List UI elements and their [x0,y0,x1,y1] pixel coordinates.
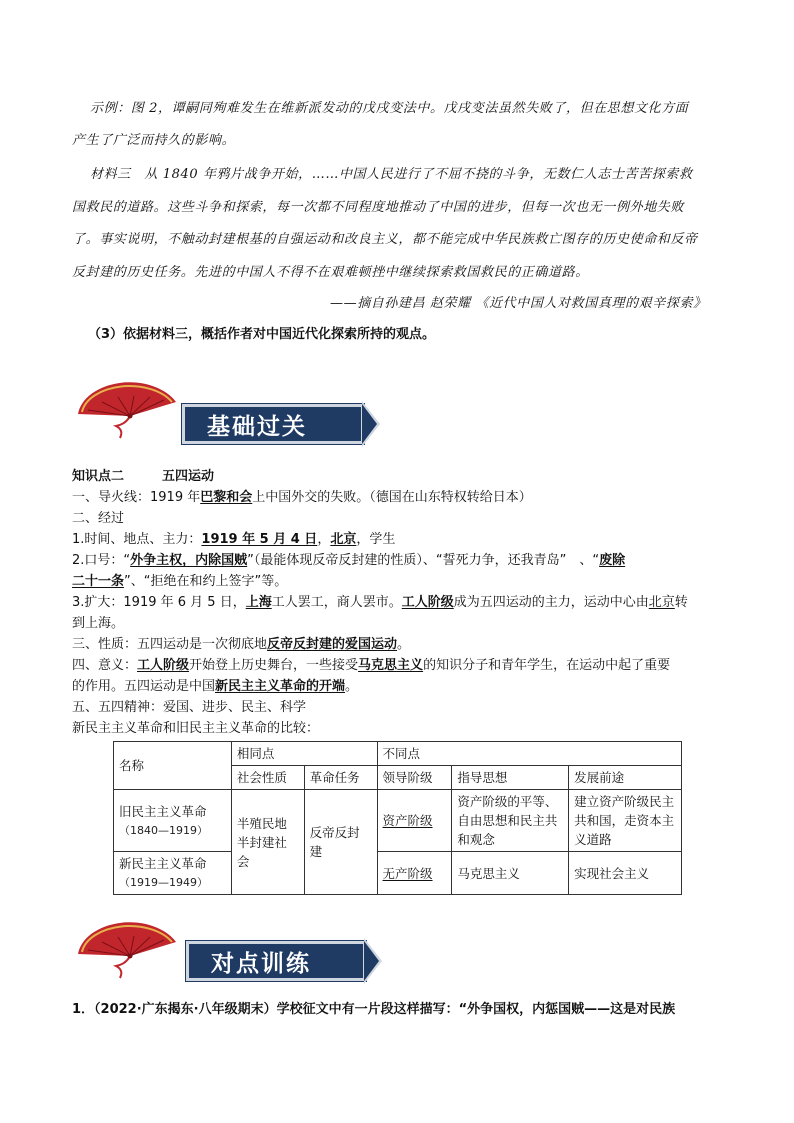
line-significance-cont: 的作用。五四运动是中国新民主主义革命的开端。 [72,679,359,694]
line-trigger: 一、导火线：1919 年巴黎和会上中国外交的失败。（德国在山东特权转给日本） [72,490,532,505]
key-term: 北京 [330,532,357,547]
task-cell: 反帝反封建 [304,790,377,895]
key-term: 工人阶级 [137,658,190,673]
example-line: 产生了广泛而持久的影响。 [72,133,236,148]
table-header-row [114,742,682,766]
header-same: 相同点 [231,742,377,766]
key-term: 北京 [648,595,675,610]
banner-arrow-inner [364,941,379,981]
comparison-table [113,741,682,895]
fan-icon [72,380,182,440]
header-thought: 指导思想 [452,766,569,790]
header-task: 革命任务 [304,766,377,790]
example-line: 示例：图 2，谭嗣同殉难发生在维新派发动的戊戌变法中。戊戌变法虽然失败了，但在思想文化方面 [90,101,689,116]
header-name: 名称 [114,742,232,790]
material-source: ——摘自孙建昌 赵荣耀 《近代中国人对救国真理的艰辛探索》 [330,296,707,311]
fan-icon [72,920,182,980]
key-term: 反帝反封建的爱国运动 [267,637,398,652]
key-term: 废除 [599,553,626,568]
line-slogan: 2.口号：“外争主权，内除国贼”（最能体现反帝反封建的性质）、“誓死力争，还我青岛” 、“废除 [72,553,626,568]
material-three-line: 材料三 从 1840 年鸦片战争开始，……中国人民进行了不屈不挠的斗争，无数仁人志士苦苦探索救 [90,167,693,182]
header-society: 社会性质 [231,766,304,790]
new-class-cell: 无产阶级 [377,852,452,895]
key-term: 上海 [245,595,272,610]
line-slogan-cont: 二十一条”、“拒绝在和约上签字”等。 [72,574,288,589]
table-row [114,852,682,895]
header-future: 发展前途 [569,766,682,790]
line-significance: 四、意义：工人阶级开始登上历史舞台，一些接受马克思主义的知识分子和青年学生，在运动中起了重要 [72,658,671,673]
exercise-question-1: 1．（2022·广东揭东·八年级期末）学校征文中有一片段这样描写：“外争国权，内惩国贼——这是对民族 [72,1002,676,1017]
header-class: 领导阶级 [377,766,452,790]
key-term: 马克思主义 [358,658,424,673]
line-spirit: 五、五四精神：爱国、进步、民主、科学 [72,700,307,715]
line-nature: 三、性质：五四运动是一次彻底地反帝反封建的爱国运动。 [72,637,411,652]
table-row [114,790,682,852]
knowledge-title: 五四运动 [162,469,215,484]
line-expand-cont: 到上海。 [72,616,125,631]
old-revolution-years: （1840—1919） [119,823,208,837]
question-3: （3）依据材料三，概括作者对中国近代化探索所持的观点。 [88,327,436,342]
old-thought-cell: 资产阶级的平等、自由思想和民主共和观念 [452,790,569,852]
new-future-cell: 实现社会主义 [569,852,682,895]
line-compare-intro: 新民主主义革命和旧民主主义革命的比较： [72,721,320,736]
new-revolution-cell [114,852,232,895]
old-class-cell: 资产阶级 [377,790,452,852]
new-thought-cell: 马克思主义 [452,852,569,895]
old-future-cell: 建立资产阶级民主共和国，走资本主义道路 [569,790,682,852]
line-process: 二、经过 [72,511,125,526]
key-term: 新民主主义革命的开端 [215,679,346,694]
banner-arrow-inner [362,404,377,444]
section-banner-practice [186,941,366,981]
header-diff: 不同点 [377,742,681,766]
society-cell: 半殖民地半封建社会 [231,790,304,895]
section-banner-basic [182,404,364,444]
knowledge-number: 知识点二 [72,469,125,484]
banner-title: 对点训练 [211,949,311,977]
key-term: 二十一条 [72,574,125,589]
new-revolution-name: 新民主主义革命 [119,856,207,871]
old-revolution-cell [114,790,232,852]
knowledge-heading [72,467,214,487]
banner-title: 基础过关 [207,412,307,440]
key-term: 巴黎和会 [200,490,253,505]
new-revolution-years: （1919—1949） [119,876,208,889]
line-expand: 3.扩大：1919 年 6 月 5 日，上海工人罢工，商人罢市。工人阶级成为五四运动的主力，运动中心由北京转 [72,595,688,610]
material-three-line: 了。事实说明，不触动封建根基的自强运动和改良主义，都不能完成中华民族救亡图存的历史使命和反帝 [72,232,698,247]
old-revolution-name: 旧民主主义革命 [119,803,207,819]
material-three-line: 国救民的道路。这些斗争和探索，每一次都不同程度地推动了中国的进步，但每一次也无一例外地失败 [72,200,685,215]
line-time-place: 1.时间、地点、主力：1919 年 5 月 4 日，北京，学生 [72,532,396,547]
key-term: 工人阶级 [401,595,454,610]
material-three-line: 反封建的历史任务。先进的中国人不得不在艰难顿挫中继续探索救国救民的正确道路。 [72,265,589,280]
key-term: 外争主权，内除国贼 [130,553,248,568]
key-term: 1919 年 5 月 4 日 [201,532,318,547]
